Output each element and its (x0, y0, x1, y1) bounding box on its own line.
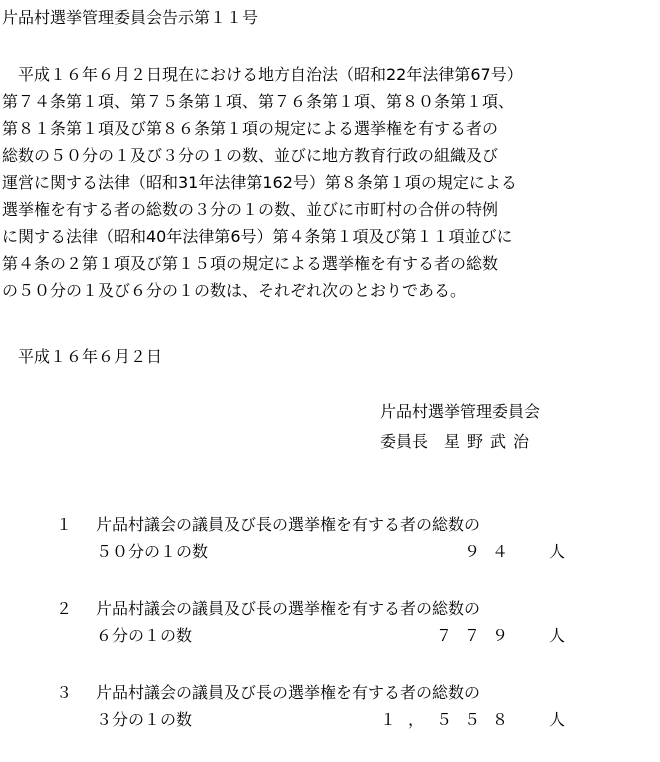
signature-organization: 片品村選挙管理委員会 (380, 402, 541, 421)
item-fraction: ６分の１の数 (96, 626, 193, 645)
list-item (0, 680, 660, 740)
body-line: 第４条の２第１項及び第１５項の規定による選挙権を有する者の総数 (2, 254, 499, 273)
item-fraction: ３分の１の数 (96, 710, 193, 729)
notice-date: 平成１６年６月２日 (2, 347, 163, 366)
signature-person (380, 429, 536, 452)
notice-title: 片品村選挙管理委員会告示第１１号 (2, 8, 259, 27)
item-value: １，５５８ (379, 710, 520, 729)
body-line: 第８１条第１項及び第８６条第１項の規定による選挙権を有する者の (2, 119, 499, 138)
item-unit: 人 (549, 542, 566, 561)
item-unit: 人 (549, 626, 566, 645)
list-item (0, 596, 660, 656)
item-value: ７７９ (435, 626, 520, 645)
item-number: １ (56, 515, 73, 534)
item-description: 片品村議会の議員及び長の選挙権を有する者の総数の (96, 683, 481, 702)
item-description: 片品村議会の議員及び長の選挙権を有する者の総数の (96, 515, 481, 534)
notice-body (2, 61, 660, 304)
item-unit: 人 (549, 710, 566, 729)
item-description: 片品村議会の議員及び長の選挙権を有する者の総数の (96, 599, 481, 618)
signature-name: 星野武治 (444, 432, 537, 451)
item-number: ３ (56, 683, 73, 702)
signature-role: 委員長 (380, 432, 429, 451)
body-line: 選挙権を有する者の総数の３分の１の数、並びに市町村の合併の特例 (2, 200, 499, 219)
item-fraction: ５０分の１の数 (96, 542, 209, 561)
item-number: ２ (56, 599, 73, 618)
list-item (0, 512, 660, 572)
body-line: 平成１６年６月２日現在における地方自治法（昭和22年法律第67号） (2, 65, 523, 84)
body-line: の５０分の１及び６分の１の数は、それぞれ次のとおりである。 (2, 281, 467, 300)
item-value: ９４ (463, 542, 520, 561)
body-line: 運営に関する法律（昭和31年法律第162号）第８条第１項の規定による (2, 173, 517, 192)
body-line: 総数の５０分の１及び３分の１の数、並びに地方教育行政の組織及び (2, 146, 499, 165)
body-line: 第７４条第１項、第７５条第１項、第７６条第１項、第８０条第１項、 (2, 92, 515, 111)
body-line: に関する法律（昭和40年法律第6号）第４条第１項及び第１１項並びに (2, 227, 513, 246)
